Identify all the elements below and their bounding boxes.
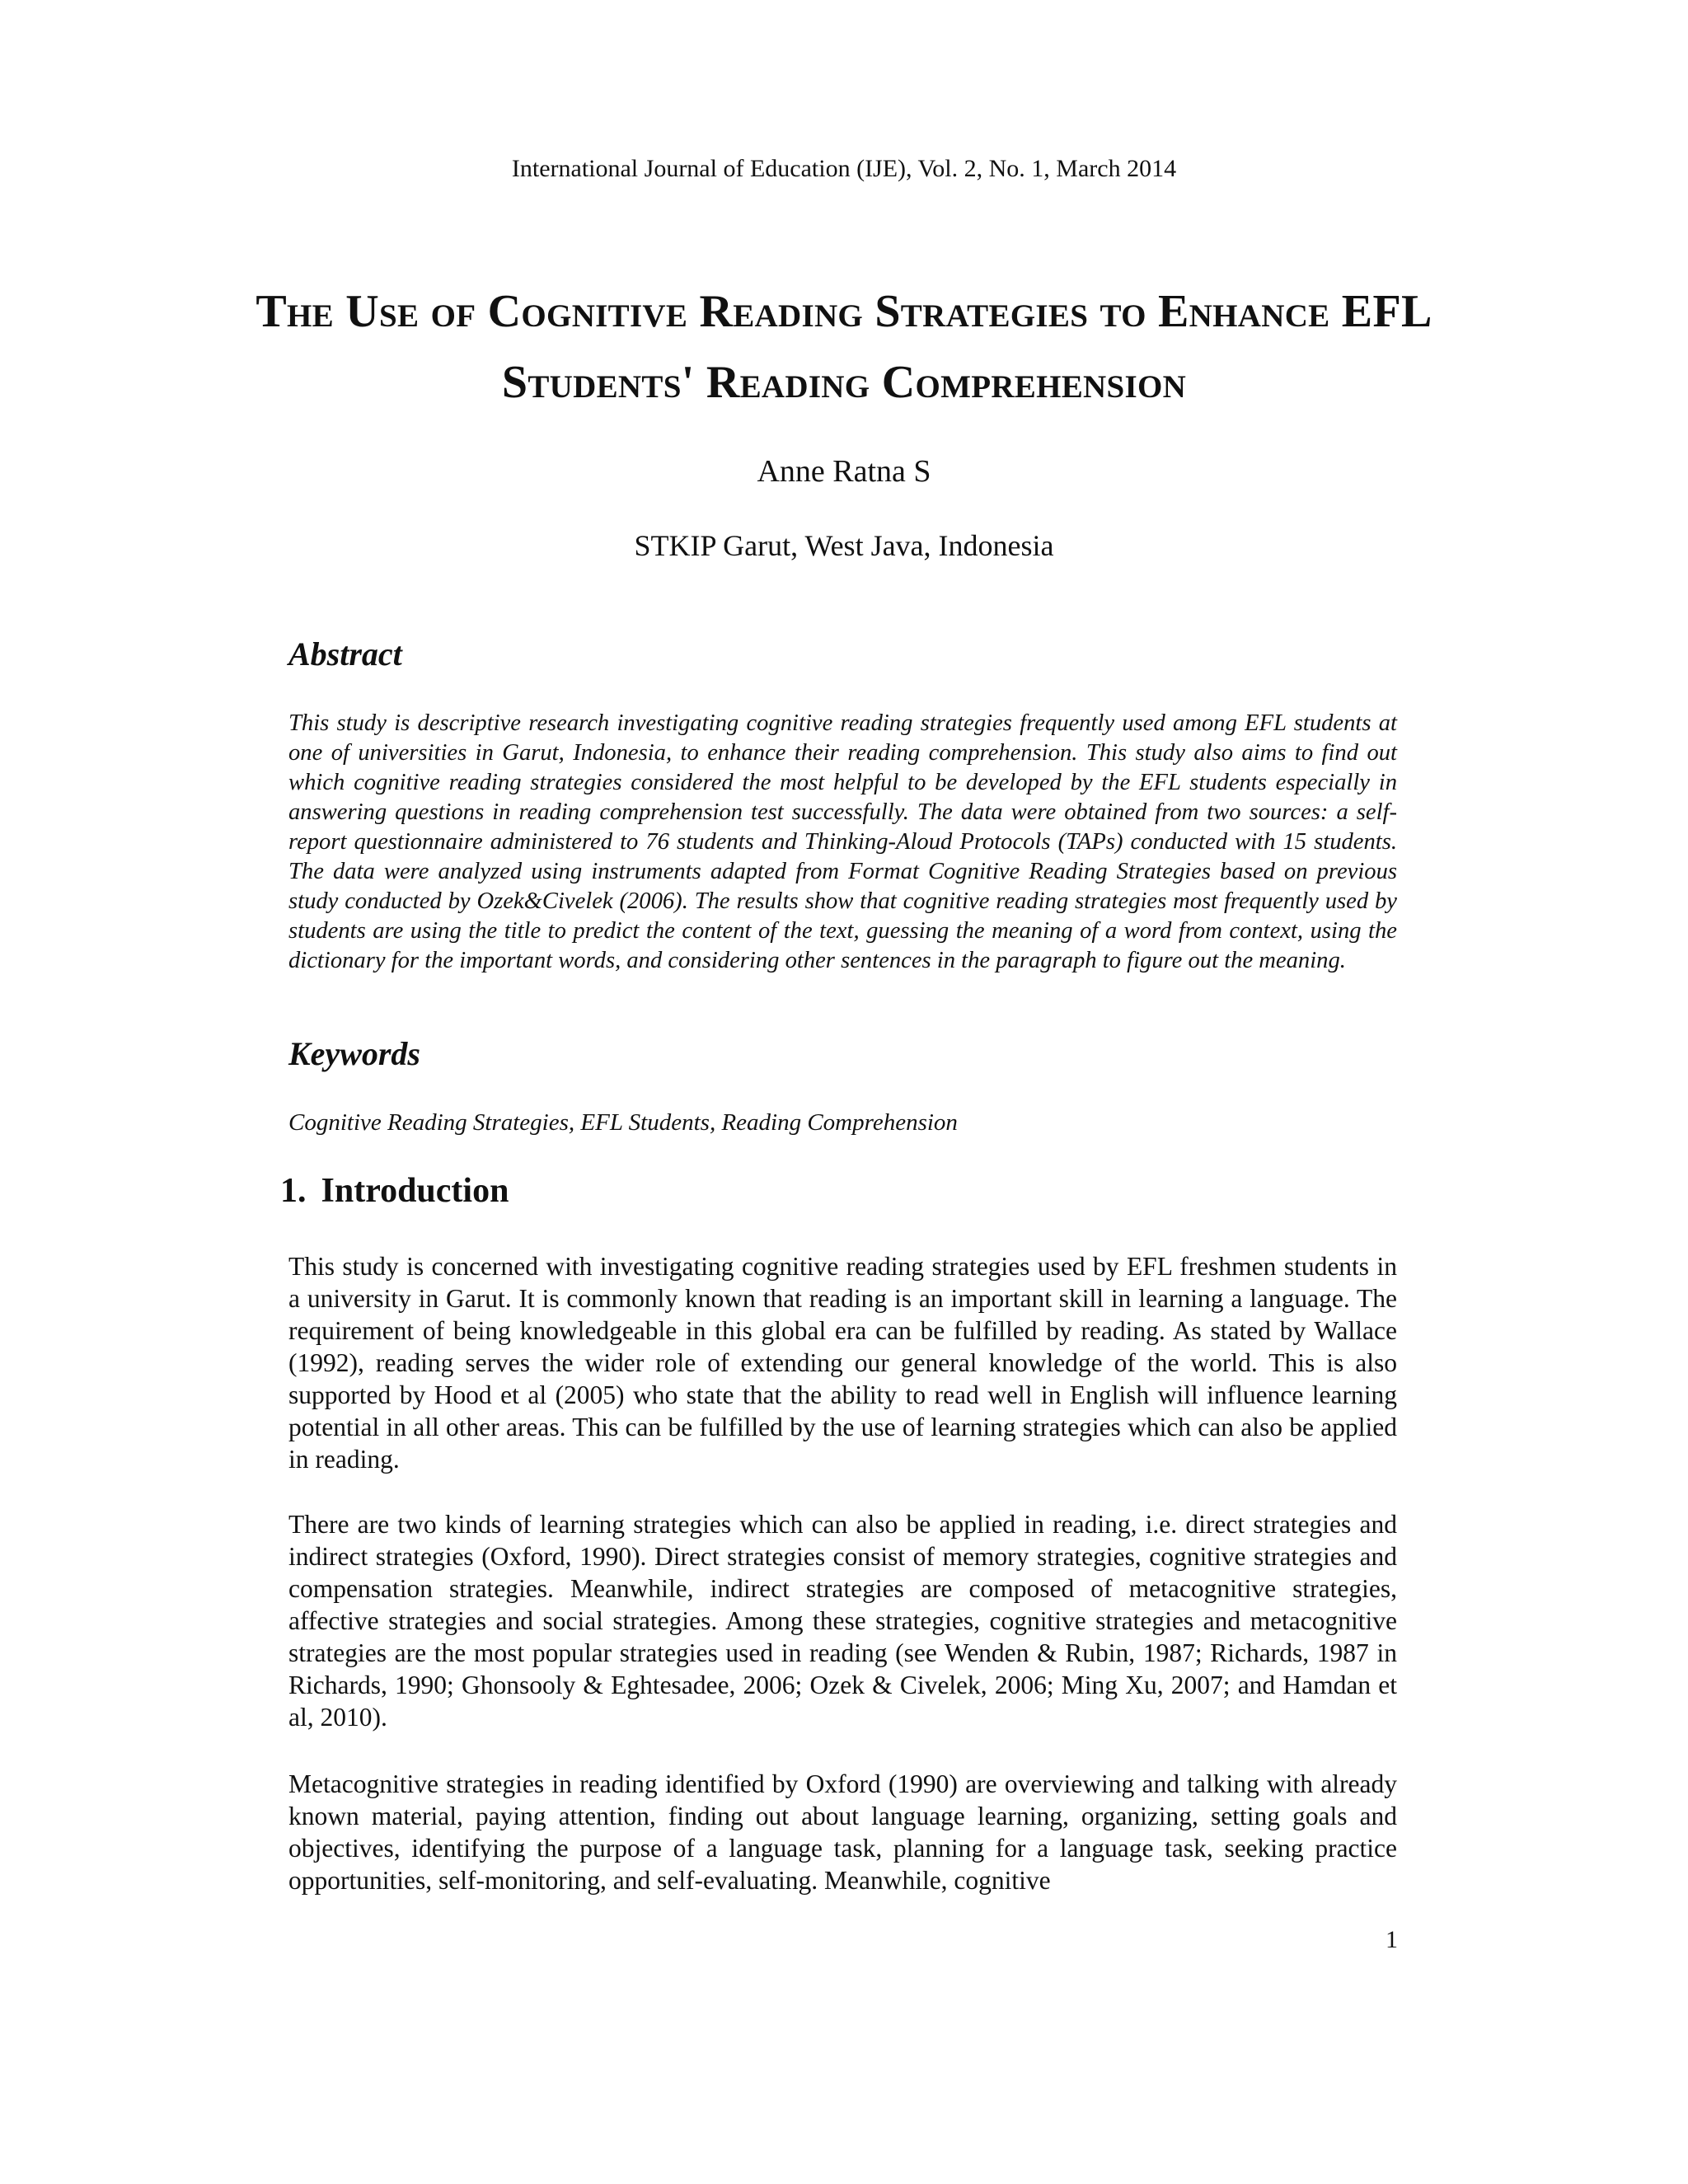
introduction-paragraph-1: This study is concerned with investigating cognitive reading strategies used by EFL freshmen students in a university in Garut. It is commonly known that reading is an important skill in learning a language. The requirement of being knowledgeable in this global era can be fulfilled by reading. As stated by Wallace (1992), reading serves the wider role of extending our general knowledge of the world. This is also supported by Hood et al (2005) who state that the ability to read well in English will influence learning potential in all other areas. This can be fulfilled by the use of learning strategies which can also be applied in reading. [288, 1252, 1397, 1474]
introduction-paragraph-3: Metacognitive strategies in reading identified by Oxford (1990) are overviewing and talking with already known material, paying attention, finding out about language learning, organizing, setting goals and objectives, identifying the purpose of a language task, planning for a language task, seeking practice opportunities, self-monitoring, and self-evaluating. Meanwhile, cognitive [288, 1769, 1397, 1895]
author-name: Anne Ratna S [757, 454, 931, 489]
keywords-text: Cognitive Reading Strategies, EFL Students, Reading Comprehension [288, 1109, 958, 1136]
page-number: 1 [1386, 1926, 1398, 1953]
abstract-heading: Abstract [288, 635, 402, 673]
author-affiliation: STKIP Garut, West Java, Indonesia [634, 529, 1054, 562]
section-title: Introduction [321, 1172, 509, 1210]
keywords-heading: Keywords [288, 1035, 420, 1072]
paper-title: The Use of Cognitive Reading Strategies to Enhance EFL Students' Reading Comprehension [256, 286, 1432, 408]
section-number: 1. [280, 1172, 307, 1210]
introduction-paragraph-2: There are two kinds of learning strategies which can also be applied in reading, i.e. direct strategies and indirect strategies (Oxford, 1990). Direct strategies consist of memory strategies, cognitive strategies and compensation strategies. Meanwhile, indirect strategies are composed of metacognitive strategies, affective strategies and social strategies. Among these strategies, cognitive strategies and metacognitive strategies are the most popular strategies used in reading (see Wenden & Rubin, 1987; Richards, 1987 in Richards, 1990; Ghonsooly & Eghtesadee, 2006; Ozek & Civelek, 2006; Ming Xu, 2007; and Hamdan et al, 2010). [288, 1510, 1397, 1732]
introduction-heading [280, 1170, 509, 1212]
abstract-text: This study is descriptive research investigating cognitive reading strategies frequently used among EFL students at one of universities in Garut, Indonesia, to enhance their reading comprehension. This study also aims to find out which cognitive reading strategies considered the most helpful to be developed by the EFL students especially in answering questions in reading comprehension test successfully. The data were obtained from two sources: a self-report questionnaire administered to 76 students and Thinking-Aloud Protocols (TAPs) conducted with 15 students. The data were analyzed using instruments adapted from Format Cognitive Reading Strategies based on previous study conducted by Ozek&Civelek (2006). The results show that cognitive reading strategies most frequently used by students are using the title to predict the content of the text, guessing the meaning of a word from context, using the dictionary for the important words, and considering other sentences in the paragraph to figure out the meaning. [288, 710, 1397, 973]
running-head: International Journal of Education (IJE), Vol. 2, No. 1, March 2014 [511, 155, 1177, 182]
